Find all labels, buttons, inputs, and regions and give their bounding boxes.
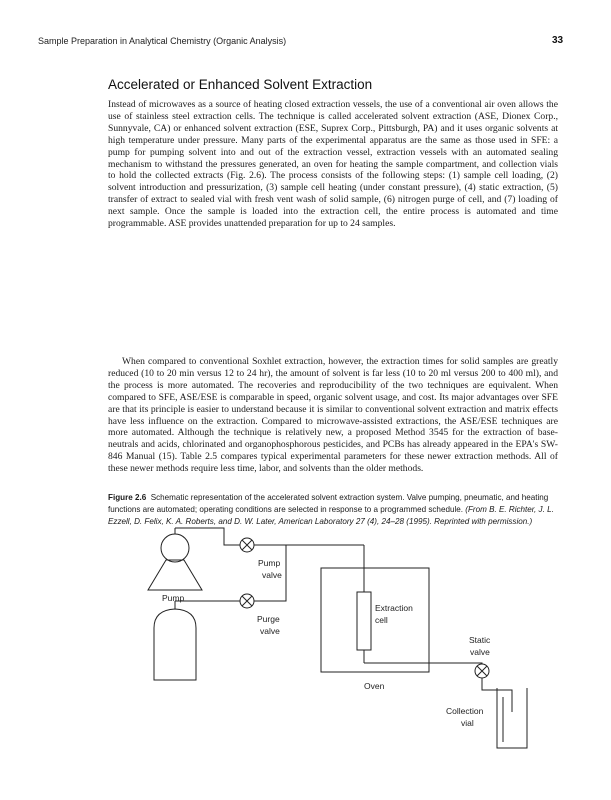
pump-head-icon <box>161 534 189 562</box>
static-valve-label-line2: valve <box>470 647 490 657</box>
section-heading: Accelerated or Enhanced Solvent Extraction <box>108 77 373 92</box>
running-title: Sample Preparation in Analytical Chemistry (Organic Analysis) <box>38 36 287 46</box>
collection-vial-label-line2: vial <box>461 718 474 728</box>
cell-to-static-valve-pipe <box>364 663 482 664</box>
pump-valve-label-line2: valve <box>262 570 282 580</box>
pump-valve-label: Pump <box>258 558 281 568</box>
extraction-cell-label: Extraction <box>375 603 413 613</box>
oven-label: Oven <box>364 681 385 691</box>
collection-vial-label: Collection <box>446 706 484 716</box>
static-valve-label: Static <box>469 635 491 645</box>
page-number: 33 <box>552 35 564 46</box>
purge-valve-label-line2: valve <box>260 626 280 636</box>
pump-to-valve-pipe <box>175 528 240 545</box>
purge-valve-label: Purge <box>257 614 280 624</box>
figure-label: Figure 2.6 <box>108 493 147 502</box>
gas-cylinder-icon <box>154 609 196 680</box>
extraction-cell-icon <box>357 592 371 650</box>
figure-caption-text: Schematic representation of the accelerated solvent extraction system. Valve pumping, pneumatic, and heating functions are automated; operating conditions are selected in response to a programmed schedule. <box>108 493 549 515</box>
body-paragraph-2: When compared to conventional Soxhlet extraction, however, the extraction times for solid samples are greatly reduced (10 to 20 min versus 12 to 24 hr), the amount of solvent is far less (10 to 20 ml versus 200 to 400 ml), and the process is more automated. The recoveries and reproducibility of the two techniques are equivalent. When compared to SFE, ASE/ESE is comparable in speed, organic solvent usage, and cost. Its major advantages over SFE are that its principle is easier to understand because it is similar to conventional solvent extraction and matrix effects have less influence on the extraction. Compared to microwave-assisted extractions, the ASE/ESE techniques are more automated. Although the technique is relatively new, a proposed Method 3545 for the extraction of base-neutrals and acids, chlorinated and organophosphorous pesticides, and PCBs has already appeared in the EPA's SW-846 Manual (15). Table 2.5 compares typical experimental parameters for these newer extraction methods. All of these newer methods require less time, labor, and solvents than the older methods. <box>108 356 558 475</box>
figure-credit: (From B. E. Richter, J. L. Ezzell, D. Felix, K. A. Roberts, and D. W. Later, American Laboratory 27 (4), 24–28 (1995). Reprinted with permission.) <box>108 505 554 527</box>
extraction-cell-label-line2: cell <box>375 615 388 625</box>
pump-body-icon <box>148 560 202 590</box>
body-paragraph-1: Instead of microwaves as a source of heating closed extraction vessels, the use of a conventional air oven allows the use of stainless steel extraction cells. The technique is called accelerated solvent extraction (ASE, Dionex Corp., Sunnyvale, CA) or enhanced solvent extraction (ESE, Suprex Corp., Pittsburgh, PA) and it uses organic solvents at high temperature under pressure. Many parts of the experimental apparatus are the same as those used in SFE: a pump for pumping solvent into and out of the extraction vessel, extraction vessels with an automated sealing mechanism to withstand the pressures generated, an oven for heating the sample compartment, and collection vials to hold the collected extracts (Fig. 2.6). The process consists of the following steps: (1) sample cell loading, (2) solvent introduction and pressurization, (3) sample cell heating (under constant pressure), (4) static extraction, (5) transfer of extract to sealed vial with fresh vent wash of solid sample, (6) nitrogen purge of cell, and (7) loading of next sample. Once the sample is loaded into the extraction cell, the entire process is automated and time programmable. ASE provides unattended preparation for up to 24 samples. <box>108 99 558 230</box>
pump-label: Pump <box>162 593 185 603</box>
